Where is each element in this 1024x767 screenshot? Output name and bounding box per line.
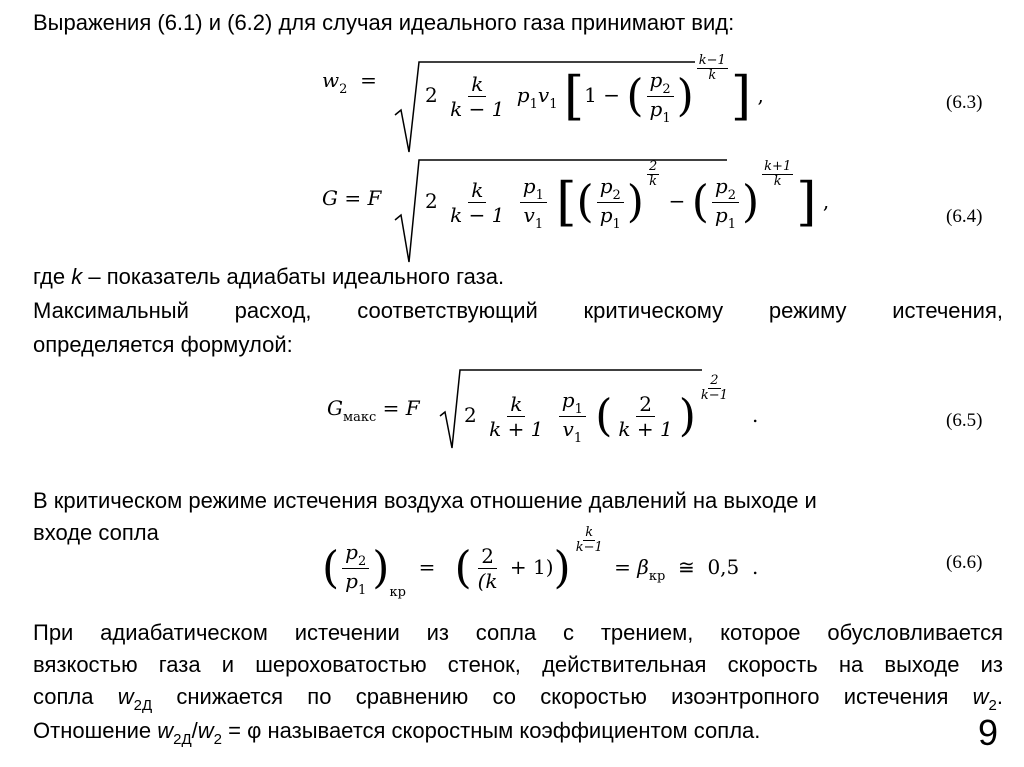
equation-number-6-4: (6.4) [946,206,983,227]
w-symbol: w [197,718,214,743]
text-span: сопла [33,684,118,709]
text-span: Отношение [33,718,158,743]
equation-6-4: G = F [322,186,382,210]
equation-6-6: ( $\frac{p_2}{p_1}$ )$_{кр}$ = ( $\frac{2}{(k}$ + 1)) $\frac{k}{k-1}$ = $\beta_{кр}$ ≅ 0,5 . [322,525,759,600]
subscript: 2Д [133,697,153,714]
equation-6-3-radicand: 2 $\frac{k}{k - 1}$ $p_1v_1$ [1 − ( $\frac{p_2}{p_1}$ ) $\frac{k-1}{k}$ ] , [425,53,764,127]
max-flow-line: Максимальный расход, соответствующий критическому режиму истечения, [33,298,1003,323]
w-symbol: w [972,684,989,709]
equation-6-5-radicand: 2 $\frac{k}{k + 1}$ $\frac{p_1}{v_1}$ ( $\frac{2}{k + 1}$ ) $\frac{2}{k-1}$ . [464,373,759,446]
critical-mode-line: В критическом режиме истечения воздуха отношение давлений на выходе и [33,488,817,513]
subscript: 2 [213,731,223,748]
text-span: где [33,264,72,289]
w-symbol: w [117,684,134,709]
subscript: 2Д [173,731,192,748]
equation-6-3: $w_2$ = [322,68,390,97]
subscript: 2 [988,697,997,714]
page-number: 9 [977,712,998,753]
formula-intro-line: определяется формулой: [33,332,293,357]
phi-equals: = φ [222,718,262,743]
text-span: снижается по сравнению со скоростью изоэнтропного истечения [152,684,973,709]
equation-number-6-3: (6.3) [946,92,983,113]
friction-line-1: При адиабатическом истечении из сопла с трением, которое обусловливается [33,620,1003,645]
equation-6-4-radicand: 2 $\frac{k}{k - 1}$ $\frac{p_1}{v_1}$ [( $\frac{p_2}{p_1}$ ) $\frac{2}{k}$ − ( $\frac{p_2}{p_1}$ ) $\frac{k+1}{k}$ ] , [425,159,830,233]
w-symbol: w [157,718,174,743]
adiabatic-index-line [33,262,504,292]
text-span: – показатель адиабаты идеального газа. [82,264,505,289]
k-symbol: k [71,264,83,289]
equation-number-6-5: (6.5) [946,410,983,431]
nozzle-input-line: входе сопла [33,520,159,545]
text-span: . [996,684,1003,709]
text-span: называется скоростным коэффициентом сопла. [261,718,761,743]
equation-6-5: $G_{макс} = F$ [327,396,420,425]
friction-line-3 [33,682,1003,715]
velocity-coefficient-line [33,716,760,749]
friction-line-2: вязкостью газа и шероховатостью стенок, действительная скорость на выходе из [33,652,1003,677]
slash: / [191,718,198,743]
equation-number-6-6: (6.6) [946,552,983,573]
intro-line: Выражения (6.1) и (6.2) для случая идеального газа принимают вид: [33,10,735,35]
